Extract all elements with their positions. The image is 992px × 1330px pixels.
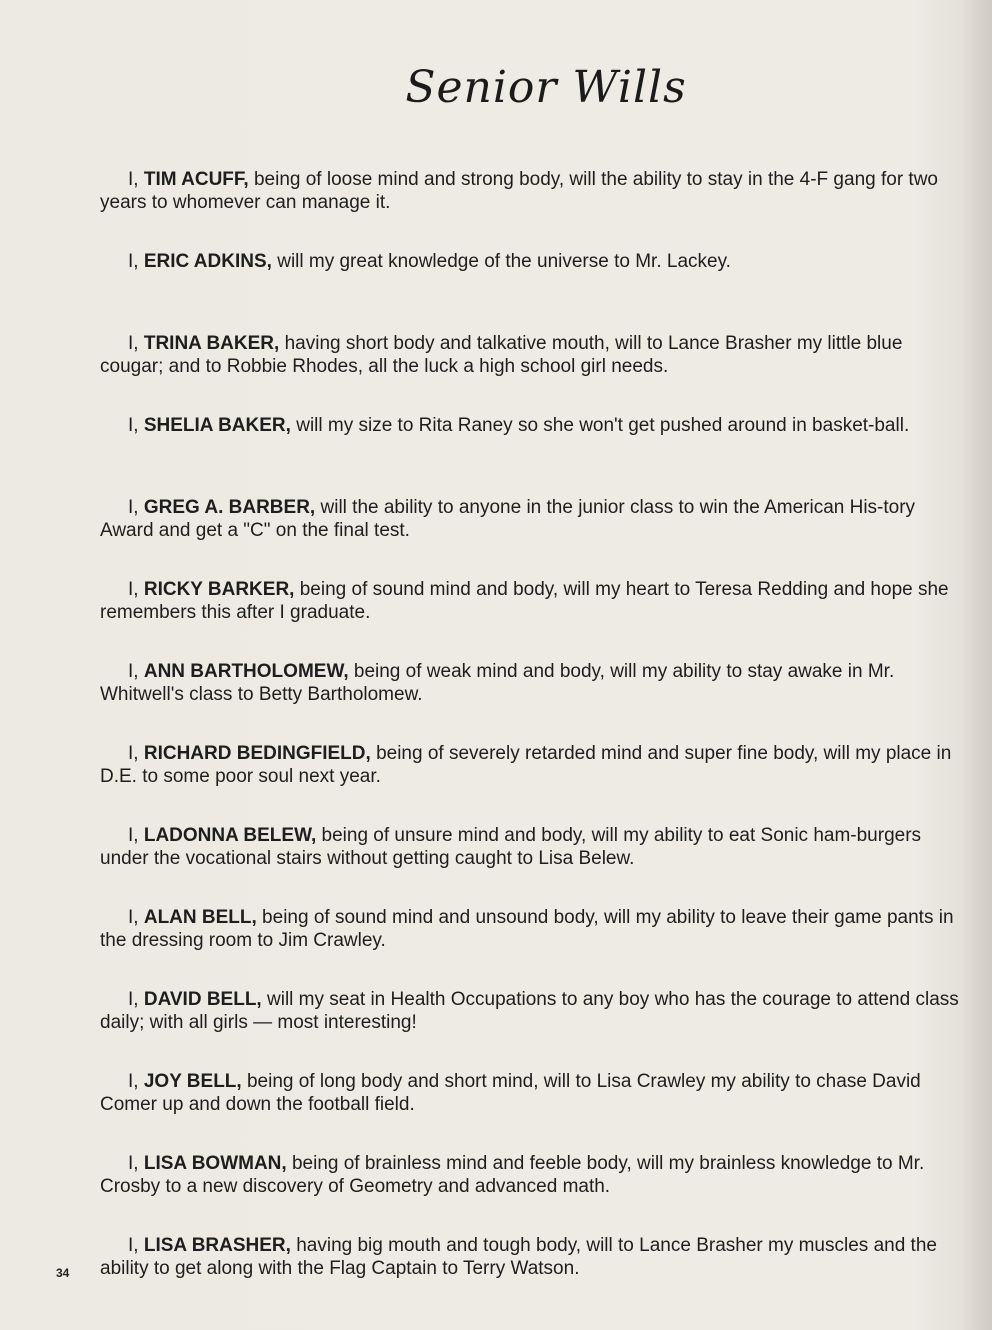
wills-list xyxy=(100,168,960,1316)
will-paragraph xyxy=(100,496,960,542)
senior-name: TRINA BAKER, xyxy=(143,333,280,354)
will-text: being of long body and short mind, will to Lisa Crawley my ability to chase David Comer up and down the football field. xyxy=(100,1071,921,1115)
will-prefix: I, xyxy=(128,333,144,354)
will-text: being of weak mind and body, will my ability to stay awake in Mr. Whitwell's class to Betty Bartholomew. xyxy=(100,661,895,705)
will-prefix: I, xyxy=(128,251,144,272)
senior-name: DAVID BELL, xyxy=(143,989,262,1010)
will-text: being of sound mind and unsound body, will my ability to leave their game pants in the dressing room to Jim Crawley. xyxy=(100,907,954,951)
will-entry xyxy=(100,906,960,988)
senior-name: JOY BELL, xyxy=(143,1071,242,1092)
will-paragraph xyxy=(100,742,960,788)
will-paragraph xyxy=(100,250,960,273)
will-text: being of severely retarded mind and super fine body, will my place in D.E. to some poor soul next year. xyxy=(100,743,952,787)
will-text: will my great knowledge of the universe to Mr. Lackey. xyxy=(271,251,731,272)
will-prefix: I, xyxy=(128,169,144,190)
will-paragraph xyxy=(100,168,960,214)
senior-name: LADONNA BELEW, xyxy=(143,825,317,846)
will-paragraph xyxy=(100,824,960,870)
will-entry xyxy=(100,660,960,742)
senior-name: RICHARD BEDINGFIELD, xyxy=(143,743,371,764)
will-entry xyxy=(100,414,960,496)
will-prefix: I, xyxy=(128,989,144,1010)
will-text: being of unsure mind and body, will my ability to eat Sonic ham-burgers under the vocational stairs without getting caught to Lisa Belew. xyxy=(100,825,922,869)
will-paragraph xyxy=(100,414,960,437)
will-prefix: I, xyxy=(128,907,144,928)
will-paragraph xyxy=(100,1234,960,1280)
will-prefix: I, xyxy=(128,579,144,600)
will-prefix: I, xyxy=(128,743,144,764)
will-paragraph xyxy=(100,906,960,952)
will-paragraph xyxy=(100,1152,960,1198)
will-prefix: I, xyxy=(128,1071,144,1092)
will-entry xyxy=(100,1234,960,1316)
page-number: 34 xyxy=(56,1266,70,1280)
will-entry xyxy=(100,742,960,824)
will-text: having big mouth and tough body, will to Lance Brasher my muscles and the ability to get along with the Flag Captain to Terry Watson. xyxy=(100,1235,937,1279)
senior-name: GREG A. BARBER, xyxy=(143,497,316,518)
will-prefix: I, xyxy=(128,1153,144,1174)
will-paragraph xyxy=(100,660,960,706)
will-paragraph xyxy=(100,578,960,624)
senior-name: LISA BOWMAN, xyxy=(143,1153,287,1174)
will-prefix: I, xyxy=(128,497,144,518)
will-entry xyxy=(100,824,960,906)
senior-name: ANN BARTHOLOMEW, xyxy=(143,661,349,682)
senior-name: RICKY BARKER, xyxy=(143,579,295,600)
senior-name: ALAN BELL, xyxy=(143,907,257,928)
will-text: being of sound mind and body, will my heart to Teresa Redding and hope she remembers this after I graduate. xyxy=(100,579,949,623)
will-text: being of loose mind and strong body, will the ability to stay in the 4-F gang for two years to whomever can manage it. xyxy=(100,169,938,213)
senior-name: SHELIA BAKER, xyxy=(143,415,291,436)
will-entry xyxy=(100,988,960,1070)
will-entry xyxy=(100,578,960,660)
senior-name: TIM ACUFF, xyxy=(143,169,249,190)
will-entry xyxy=(100,1152,960,1234)
will-entry xyxy=(100,168,960,250)
will-prefix: I, xyxy=(128,825,144,846)
will-prefix: I, xyxy=(128,661,144,682)
will-paragraph xyxy=(100,332,960,378)
senior-name: LISA BRASHER, xyxy=(143,1235,291,1256)
will-paragraph xyxy=(100,988,960,1034)
will-entry xyxy=(100,496,960,578)
will-entry xyxy=(100,1070,960,1152)
will-text: will my size to Rita Raney so she won't get pushed around in basket-ball. xyxy=(290,415,910,436)
will-text: will my seat in Health Occupations to any boy who has the courage to attend class daily; with all girls — most interesting! xyxy=(100,989,959,1033)
will-paragraph xyxy=(100,1070,960,1116)
will-text: will the ability to anyone in the junior class to win the American His-tory Award and get a "C" on the final test. xyxy=(100,497,916,541)
senior-name: ERIC ADKINS, xyxy=(143,251,272,272)
will-prefix: I, xyxy=(128,1235,144,1256)
will-text: having short body and talkative mouth, will to Lance Brasher my little blue cougar; and to Robbie Rhodes, all the luck a high school girl needs. xyxy=(100,333,903,377)
page-title: Senior Wills xyxy=(405,62,687,113)
will-text: being of brainless mind and feeble body, will my brainless knowledge to Mr. Crosby to a new discovery of Geometry and advanced math. xyxy=(100,1153,925,1197)
will-prefix: I, xyxy=(128,415,144,436)
will-entry xyxy=(100,332,960,414)
will-entry xyxy=(100,250,960,332)
